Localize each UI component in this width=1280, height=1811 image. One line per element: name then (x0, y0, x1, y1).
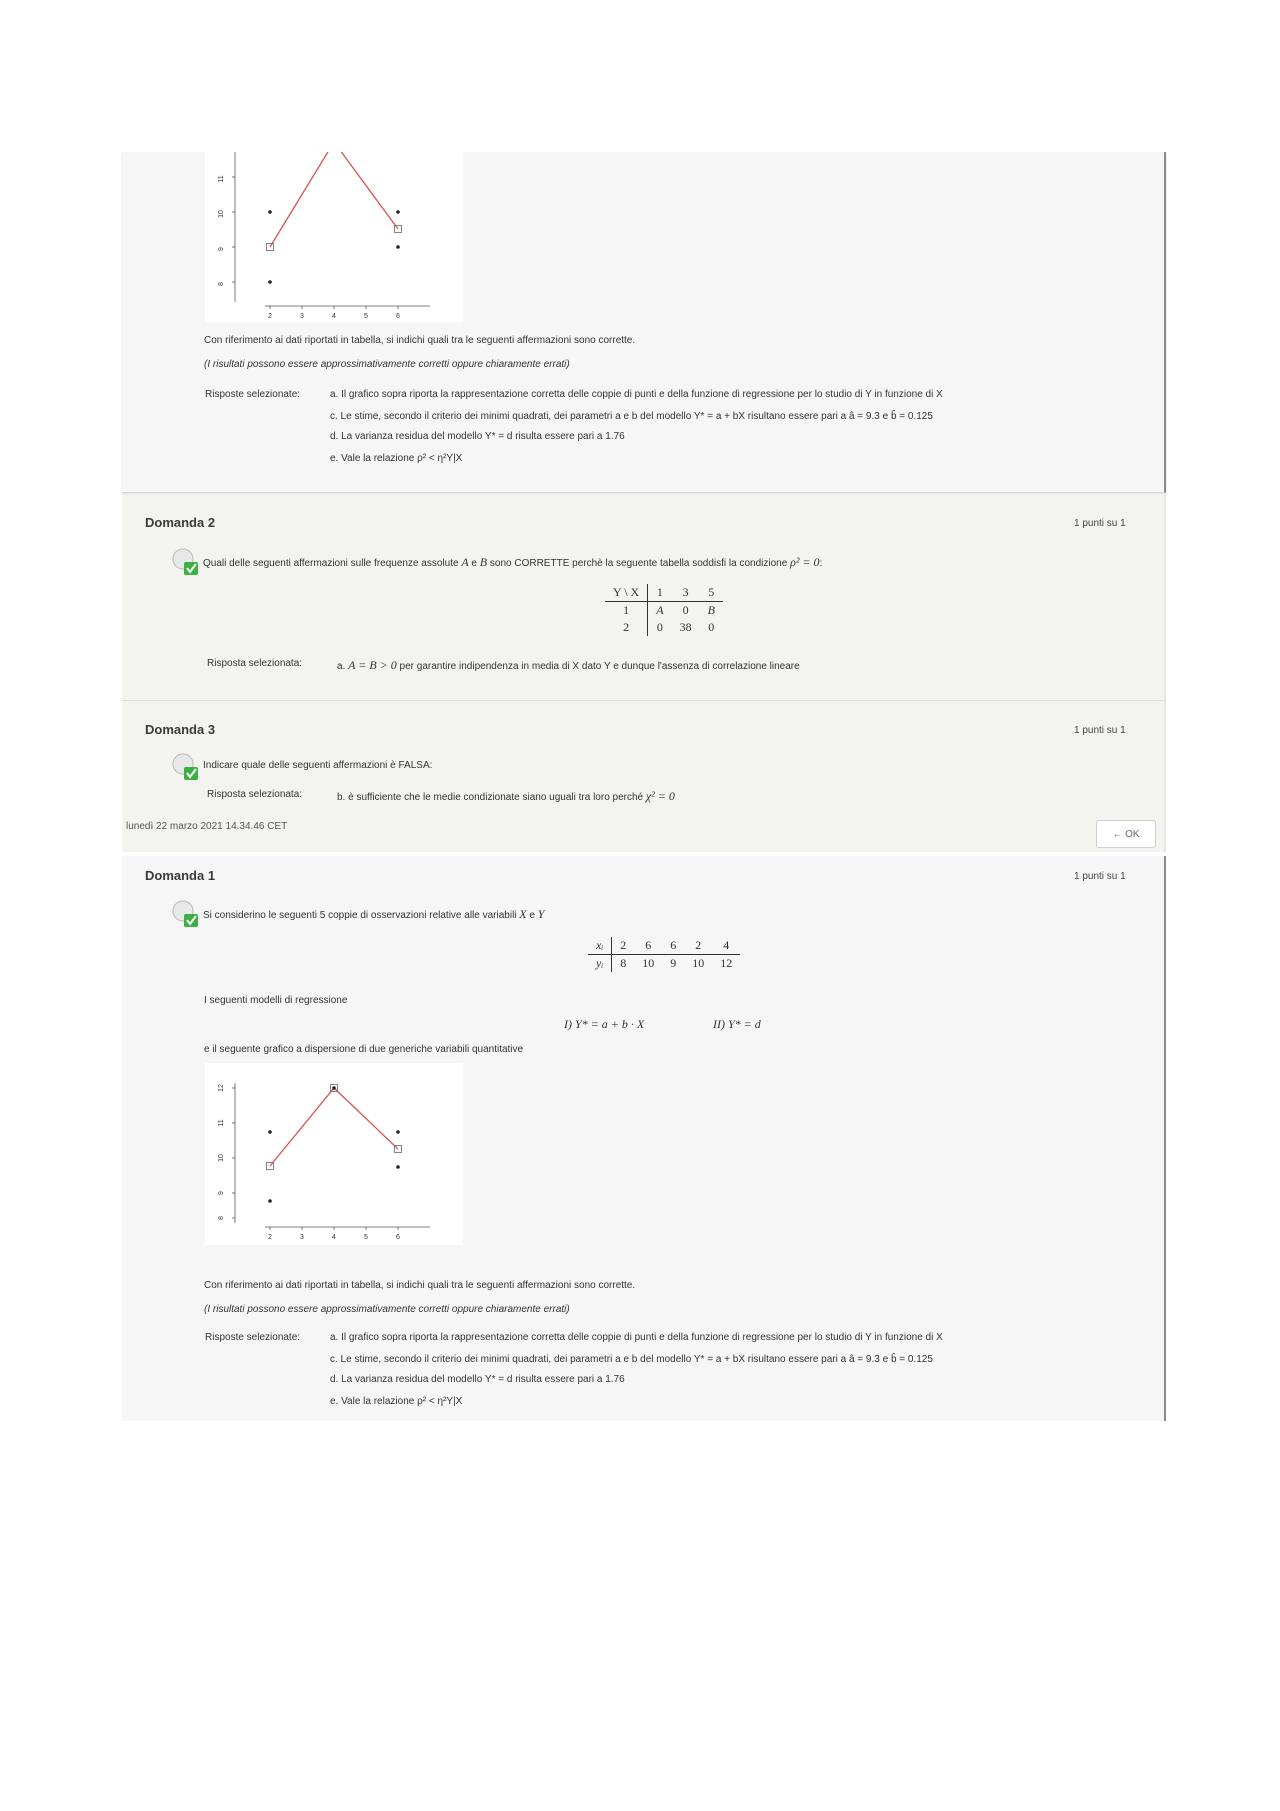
scatter-plot-top (205, 152, 463, 322)
data-point (396, 245, 400, 249)
note-text: (I risultati possono essere approssimativamente corretti oppure chiaramente errati) (204, 1304, 570, 1315)
scatter-chart (205, 1063, 463, 1245)
prompt-text: Con riferimento ai dati riportati in tabella, si indichi quali tra le seguenti affermazioni sono corrette. (204, 335, 636, 346)
observations-table (588, 937, 740, 972)
table-cell: 12 (720, 956, 733, 970)
screenshot-bottom (122, 856, 1166, 1421)
models-label: I seguenti modelli di regressione (204, 995, 348, 1006)
note-text: (I risultati possono essere approssimativamente corretti oppure chiaramente errati) (204, 359, 570, 370)
y-tick-label: 10 (218, 210, 225, 218)
table-cell: 2 (684, 937, 712, 955)
table-cell: 2 (612, 937, 635, 955)
table-cell: 4 (712, 937, 740, 955)
timestamp: lunedì 22 marzo 2021 14.34.46 CET (126, 821, 288, 832)
question-text: Quali delle seguenti affermazioni sulle frequenze assolute A e B sono CORRETTE perchè la seguente tabella soddisfi la condizione ρ² = 0: (203, 555, 823, 569)
answers-label: Risposte selezionate: (205, 1332, 301, 1343)
x-tick-label: 6 (396, 313, 400, 320)
x-tick-label: 5 (364, 313, 368, 320)
x-tick-label: 5 (364, 1234, 368, 1241)
table-cell: 0 (656, 620, 663, 634)
data-point (268, 1199, 272, 1203)
data-point (396, 1165, 400, 1169)
y-tick-label: 11 (218, 1119, 225, 1127)
regression-line (270, 1088, 398, 1166)
question-points: 1 punti su 1 (1074, 871, 1126, 882)
answer-item: c. Le stime, secondo il criterio dei minimi quadrati, dei parametri a e b del modello Y* = a + bX risultano essere pari a â = 9.3 e b̂ = 0.125 (330, 411, 933, 422)
question-text: Si considerino le seguenti 5 coppie di osservazioni relative alle variabili X e Y (203, 907, 545, 921)
frequency-table (605, 584, 723, 636)
table-header-cell: 1 (648, 584, 672, 602)
x-tick-label: 4 (332, 1234, 336, 1241)
answer-item: a. Il grafico sopra riporta la rappresentazione corretta delle coppie di punti e della funzione di regressione per lo studio di Y in funzione di X (330, 1332, 943, 1343)
question-title: Domanda 1 (145, 868, 216, 883)
correct-answer-icon (170, 547, 200, 577)
data-point (396, 210, 400, 214)
question-title: Domanda 3 (145, 722, 216, 737)
x-tick-label: 2 (268, 1234, 272, 1241)
prompt-text: Con riferimento ai dati riportati in tabella, si indichi quali tra le seguenti affermazioni sono corrette. (204, 1280, 636, 1291)
regression-line (270, 152, 398, 247)
table-cell: 8 (620, 956, 627, 970)
y-tick-label: 10 (218, 1154, 225, 1162)
correct-answer-icon (170, 899, 200, 929)
question-3 (122, 701, 1164, 821)
question-text: Indicare quale delle seguenti affermazioni è FALSA: (203, 760, 433, 771)
row-label: xᵢ (588, 937, 612, 955)
x-tick-label: 6 (396, 1234, 400, 1241)
table-header-cell: Y \ X (605, 584, 648, 602)
y-tick-label: 9 (218, 1191, 225, 1195)
row-label: yᵢ (588, 955, 612, 973)
question-2 (122, 494, 1164, 701)
y-tick-label: 8 (218, 1216, 225, 1220)
answer-label: Risposta selezionata: (207, 658, 303, 669)
table-cell: 10 (692, 956, 705, 970)
answer-item: d. La varianza residua del modello Y* = d risulta essere pari a 1.76 (330, 431, 625, 442)
model-1: I) Y* = a + b · X (564, 1017, 645, 1031)
table-header-cell: 5 (700, 584, 723, 602)
answer-label: Risposta selezionata: (207, 789, 303, 800)
data-point (332, 1086, 336, 1090)
y-tick-label: 11 (218, 175, 225, 183)
screenshot-top (122, 152, 1166, 493)
y-tick-label: 12 (218, 1084, 225, 1092)
data-point (396, 1130, 400, 1134)
x-tick-label: 3 (300, 1234, 304, 1241)
table-header-cell: 3 (672, 584, 700, 602)
data-point (268, 280, 272, 284)
x-tick-label: 3 (300, 313, 304, 320)
scatter-chart-top (205, 152, 463, 322)
y-tick-label: 9 (218, 247, 225, 251)
x-tick-label: 4 (332, 313, 336, 320)
x-tick-label: 2 (268, 313, 272, 320)
table-cell: 6 (662, 937, 684, 955)
table-cell: 1 (605, 602, 648, 620)
selected-answer: b. è sufficiente che le medie condizionate siano uguali tra loro perché χ² = 0 (337, 789, 675, 803)
question-points: 1 punti su 1 (1074, 725, 1126, 736)
answer-item: e. Vale la relazione ρ² < η²Y|X (330, 453, 463, 464)
ok-button[interactable]: ← OK (1096, 820, 1156, 848)
data-point (268, 1130, 272, 1134)
table-cell: 9 (670, 956, 677, 970)
table-cell: 38 (679, 620, 692, 634)
table-cell: A (656, 603, 664, 617)
question-title: Domanda 2 (145, 515, 216, 530)
chart-label: e il seguente grafico a dispersione di due generiche variabili quantitative (204, 1044, 524, 1055)
table-cell: 0 (708, 620, 715, 634)
table-cell: 0 (682, 603, 689, 617)
table-cell: 10 (642, 956, 655, 970)
screenshot-middle (122, 494, 1166, 852)
question-points: 1 punti su 1 (1074, 518, 1126, 529)
table-cell: 6 (634, 937, 662, 955)
selected-answer: a. A = B > 0 per garantire indipendenza in media di X dato Y e dunque l'assenza di correlazione lineare (337, 658, 800, 672)
answer-item: a. Il grafico sopra riporta la rappresentazione corretta delle coppie di punti e della funzione di regressione per lo studio di Y in funzione di X (330, 389, 943, 400)
data-point (268, 210, 272, 214)
answers-label: Risposte selezionate: (205, 389, 301, 400)
answer-item: e. Vale la relazione ρ² < η²Y|X (330, 1396, 463, 1407)
model-2: II) Y* = d (713, 1017, 761, 1031)
y-tick-label: 8 (218, 282, 225, 286)
table-cell: B (707, 603, 715, 617)
scatter-plot (205, 1063, 463, 1245)
table-cell: 2 (605, 619, 648, 636)
answer-item: c. Le stime, secondo il criterio dei minimi quadrati, dei parametri a e b del modello Y* = a + bX risultano essere pari a â = 9.3 e b̂ = 0.125 (330, 1354, 933, 1365)
answer-item: d. La varianza residua del modello Y* = d risulta essere pari a 1.76 (330, 1374, 625, 1385)
correct-answer-icon (170, 752, 200, 782)
